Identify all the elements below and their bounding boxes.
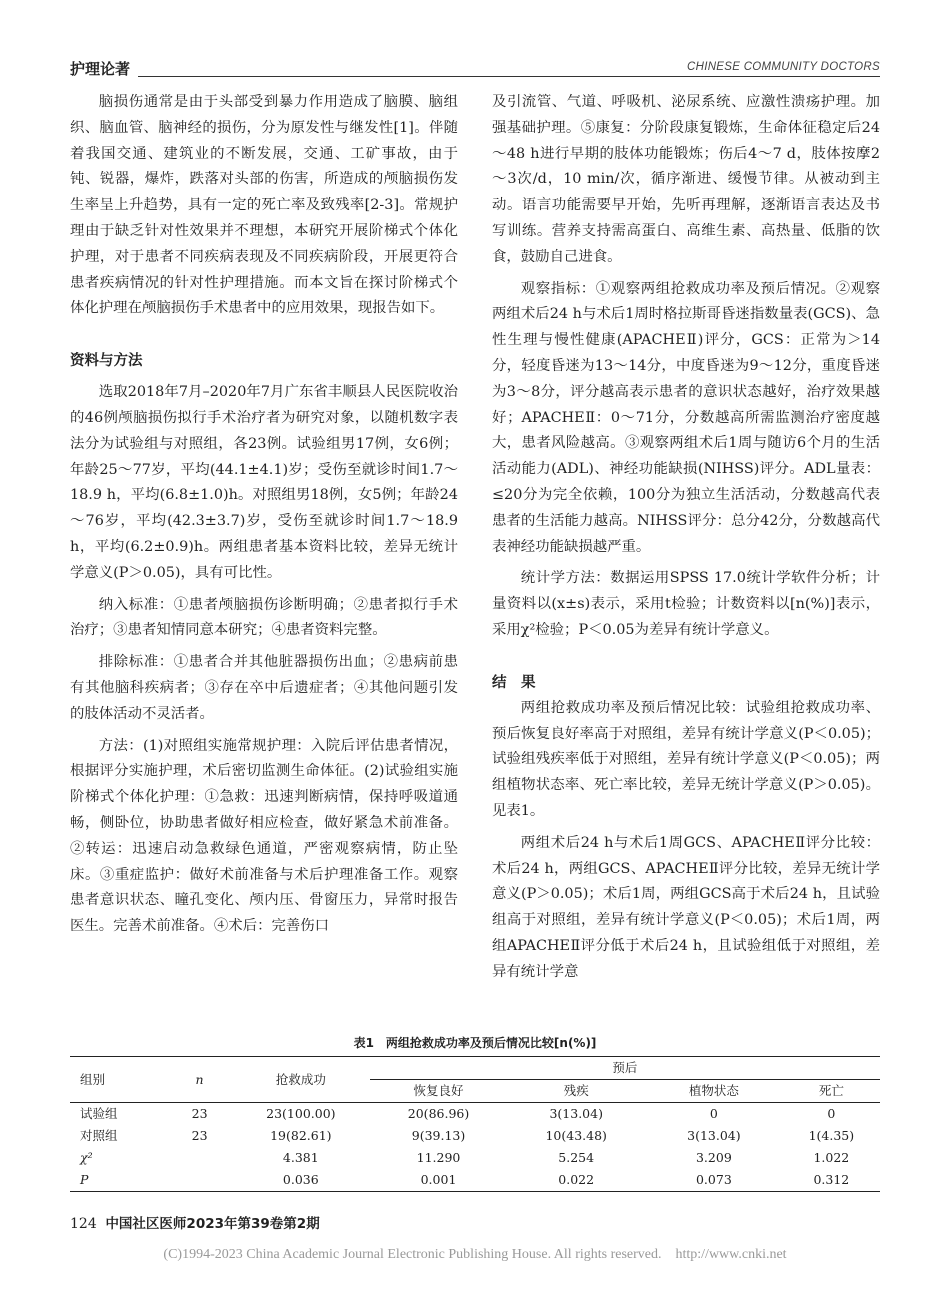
cell-good: 0.001 — [370, 1169, 508, 1192]
page-footer — [70, 1212, 320, 1232]
cell-n — [167, 1147, 232, 1169]
th-disabled: 残疾 — [507, 1080, 645, 1103]
table-caption: 表1 两组抢救成功率及预后情况比较[n(%)] — [353, 1036, 597, 1050]
th-prognosis: 预后 — [370, 1057, 880, 1080]
cell-n: 23 — [191, 1128, 208, 1143]
cell-group: P — [70, 1169, 167, 1192]
results-paragraph-2: 两组术后24 h与术后1周GCS、APACHEⅡ评分比较：术后24 h，两组GCS、APACHEⅡ评分比较，差异无统计学意义(P＞0.05)；术后1周，两组GCS高于术后24 h，且试验组高于对照组，差异有统计学意义(P＜0.05)；术后1周，两组APACHEⅡ评分低于术后24 h，且试验组低于对照组，差异有统计学意 — [492, 834, 880, 980]
cell-disabled: 0.022 — [507, 1169, 645, 1192]
cell-death: 0 — [827, 1106, 836, 1121]
exclusion-paragraph: 排除标准：①患者合并其他脏器损伤出血；②患病前患有其他脑科疾病者；③存在卒中后遗症者；④其他问题引发的肢体活动不灵活者。 — [70, 654, 458, 722]
running-header — [70, 58, 880, 82]
cell-disabled: 10(43.48) — [545, 1128, 607, 1143]
cell-group: 试验组 — [80, 1106, 118, 1121]
cell-group: 对照组 — [80, 1128, 118, 1143]
cell-success: 19(82.61) — [270, 1128, 332, 1143]
th-group: 组别 — [70, 1057, 167, 1103]
th-n: n — [167, 1057, 232, 1103]
inclusion-paragraph: 纳入标准：①患者颅脑损伤诊断明确；②患者拟行手术治疗；③患者知情同意本研究；④患者资料完整。 — [70, 596, 458, 639]
method-paragraph: 方法：(1)对照组实施常规护理：入院后评估患者情况，根据评分实施护理，术后密切监测生命体征。(2)试验组实施阶梯式个体化护理：①急救：迅速判断病情，保持呼吸道通畅，侧卧位，协助患者做好相应检查，做好紧急术前准备。②转运：迅速启动急救绿色通道，严密观察病情，防止坠床。③重症监护：做好术前准备与术后护理准备工作。观察患者意识状态、瞳孔变化、颅内压、骨窗压力，异常时报告医生。完善术前准备。④术后：完善伤口 — [70, 737, 458, 935]
journal-issue: 中国社区医师2023年第39卷第2期 — [105, 1216, 320, 1232]
cell-group: χ² — [80, 1150, 93, 1165]
data-paragraph: 选取2018年7月–2020年7月广东省丰顺县人民医院收治的46例颅脑损伤拟行手术治疗者为研究对象，以随机数字表法分为试验组与对照组，各23例。试验组男17例，女6例；年龄25～77岁，平均(44.1±4.1)岁；受伤至就诊时间1.7～18.9 h，平均(6.8±1.0)h。对照组男18例，女5例；年龄24～76岁，平均(42.3±3.7)岁，受伤至就诊时间1.7～18.9 h，平均(6.2±0.9)h。两组患者基本资料比较，差异无统计学意义(P＞0.05)，具有可比性。 — [70, 384, 458, 581]
cell-disabled: 3(13.04) — [549, 1106, 603, 1121]
journal-name-en: CHINESE COMMUNITY DOCTORS — [679, 61, 880, 73]
table-row — [70, 1147, 880, 1169]
section-label: 护理论著 — [70, 58, 138, 79]
cell-death: 1.022 — [813, 1150, 850, 1165]
methods-heading: 资料与方法 — [70, 353, 143, 370]
cell-n — [167, 1169, 232, 1192]
cell-good: 9(39.13) — [411, 1128, 466, 1143]
results-heading: 结 果 — [492, 674, 536, 691]
cell-disabled: 5.254 — [558, 1150, 595, 1165]
cell-success: 23(100.00) — [266, 1106, 336, 1121]
copyright-notice: (C)1994-2023 China Academic Journal Electronic Publishing House. All rights reserved. http://www.cnki.net — [163, 1247, 787, 1262]
cell-success: 4.381 — [282, 1150, 319, 1165]
cell-good: 20(86.96) — [407, 1106, 470, 1121]
intro-paragraph: 脑损伤通常是由于头部受到暴力作用造成了脑膜、脑组织、脑血管、脑神经的损伤，分为原发性与继发性[1]。伴随着我国交通、建筑业的不断发展，交通、工矿事故，由于钝、锐器，爆炸，跌落对头部的伤害，所造成的颅脑损伤发生率呈上升趋势，具有一定的死亡率及致残率[2-3]。常规护理由于缺乏针对性效果并不理想，本研究开展阶梯式个体化护理，对于患者不同疾病表现及不同疾病阶段，开展更符合患者疾病情况的针对性护理措施。而本文旨在探讨阶梯式个体化护理在颅脑损伤手术患者中的应用效果，现报告如下。 — [70, 94, 458, 317]
page-number: 124 — [70, 1216, 97, 1232]
table-row — [70, 1103, 880, 1126]
right-column — [492, 90, 880, 986]
cell-success: 0.036 — [232, 1169, 370, 1192]
cell-vegetative: 3(13.04) — [687, 1128, 741, 1143]
table-row — [70, 1169, 880, 1192]
statistics-paragraph: 统计学方法：数据运用SPSS 17.0统计学软件分析；计量资料以(x±s)表示，采用t检验；计数资料以[n(%)]表示，采用χ²检验；P＜0.05为差异有统计学意义。 — [492, 570, 880, 638]
th-vegetative: 植物状态 — [645, 1080, 783, 1103]
th-death: 死亡 — [783, 1080, 880, 1103]
table-1 — [70, 1034, 880, 1192]
cell-vegetative: 3.209 — [695, 1150, 732, 1165]
cell-vegetative: 0 — [709, 1106, 718, 1121]
th-success: 抢救成功 — [232, 1057, 370, 1103]
results-table — [70, 1056, 880, 1192]
cell-vegetative: 0.073 — [645, 1169, 783, 1192]
cell-death: 0.312 — [783, 1169, 880, 1192]
cell-death: 1(4.35) — [808, 1128, 855, 1143]
table-row — [70, 1125, 880, 1147]
left-column — [70, 90, 458, 940]
results-paragraph-1: 两组抢救成功率及预后情况比较：试验组抢救成功率、预后恢复良好率高于对照组，差异有统计学意义(P＜0.05)；试验组残疾率低于对照组，差异有统计学意义(P＜0.05)；两组植物状态率、死亡率比较，差异无统计学意义(P＞0.05)。见表1。 — [492, 699, 880, 819]
continued-paragraph: 及引流管、气道、呼吸机、泌尿系统、应激性溃疡护理。加强基础护理。⑤康复：分阶段康复锻炼，生命体征稳定后24～48 h进行早期的肢体功能锻炼；伤后4～7 d，肢体按摩2～3次/d，10 min/次，循序渐进、缓慢节律。从被动到主动。语言功能需要早开始，先听再理解，逐渐语言表达及书写训练。营养支持需高蛋白、高维生素、高热量、低脂的饮食，鼓励自己进食。 — [492, 94, 880, 265]
header-rule — [70, 76, 880, 77]
th-good: 恢复良好 — [370, 1080, 508, 1103]
cell-n: 23 — [191, 1106, 208, 1121]
cell-good: 11.290 — [416, 1150, 461, 1165]
indicators-paragraph: 观察指标：①观察两组抢救成功率及预后情况。②观察两组术后24 h与术后1周时格拉斯哥昏迷指数量表(GCS)、急性生理与慢性健康(APACHEⅡ)评分，GCS：正常为＞14分，轻度昏迷为13～14分，中度昏迷为9～12分，重度昏迷为3～8分，评分越高表示患者的意识状态越好，治疗效果越好；APACHEⅡ：0～71分，分数越高所需监测治疗密度越大，患者风险越高。③观察两组术后1周与随访6个月的生活活动能力(ADL)、神经功能缺损(NIHSS)评分。ADL量表：≤20分为完全依赖，100分为独立生活活动，分数越高代表患者的生活能力越高。NIHSS评分：总分42分，分数越高代表神经功能缺损越严重。 — [492, 280, 880, 555]
